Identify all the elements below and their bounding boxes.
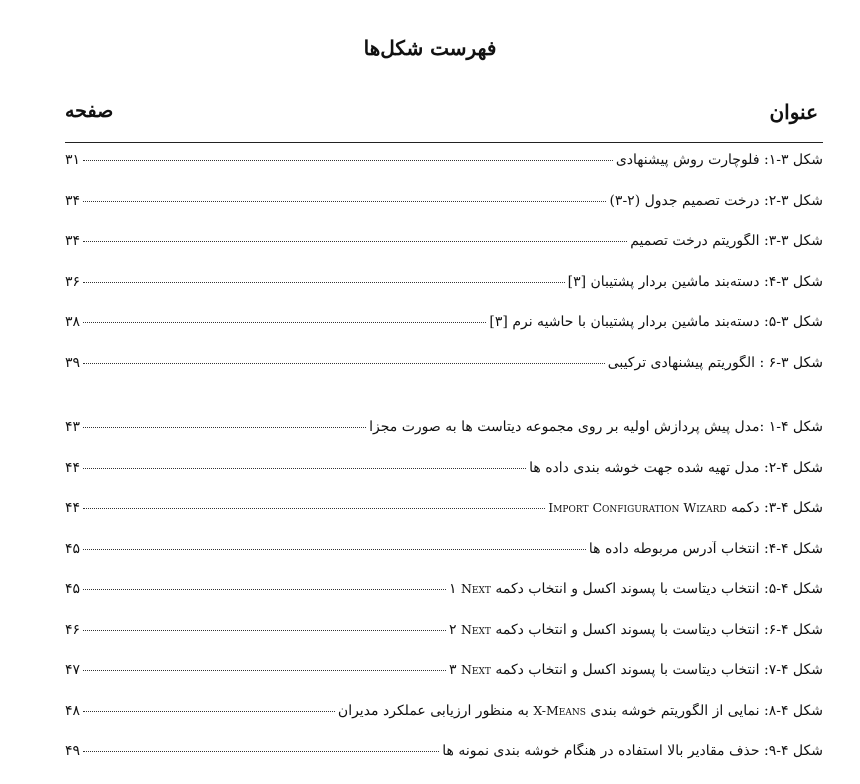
toc-entry[interactable] <box>65 314 823 355</box>
toc-entry-page: ۴۷ <box>65 662 81 678</box>
dot-leader <box>83 711 335 712</box>
dot-leader <box>83 751 439 752</box>
toc-entry-label-fa: شکل ۴-۳: دکمه <box>731 500 823 516</box>
toc-entry[interactable] <box>65 622 823 663</box>
dot-leader <box>83 363 605 364</box>
page-title: فهرست شکل‌ها <box>363 36 497 60</box>
toc-entry[interactable] <box>65 419 823 460</box>
dot-leader <box>83 630 446 631</box>
column-header-title: عنوان <box>769 100 818 124</box>
toc-entry-page: ۴۶ <box>65 621 81 638</box>
toc-entry-page: ۳۹ <box>65 354 81 371</box>
dot-leader <box>83 549 586 550</box>
dot-leader <box>83 468 526 469</box>
toc-entry-label: شکل ۳-۱: فلوچارت روش پیشنهادی <box>615 152 823 168</box>
dot-leader <box>83 322 486 323</box>
toc-entry-label: شکل ۴-۴: انتخاب آدرس مربوطه داده ها <box>588 540 823 557</box>
toc-entry-label-tail: ۱ <box>448 581 457 597</box>
toc-entry-label-tail: به منظور ارزیابی عملکرد مدیران <box>337 702 529 719</box>
toc-entry-label: شکل ۳-۶ : الگوریتم پیشنهادی ترکیبی <box>607 354 823 371</box>
toc-entry[interactable] <box>65 274 823 315</box>
toc-entry-label <box>449 622 823 638</box>
toc-entry-page: ۳۸ <box>65 314 81 330</box>
toc-entry-label-fa: شکل ۴-۶: انتخاب دیتاست با پسوند اکسل و انتخاب دکمه <box>495 621 823 638</box>
toc-list-chapter-3 <box>65 152 823 395</box>
dot-leader <box>83 589 446 590</box>
dot-leader <box>83 282 565 283</box>
dot-leader <box>83 160 613 161</box>
toc-entry-page: ۳۴ <box>65 192 81 209</box>
toc-entry[interactable] <box>65 581 823 622</box>
toc-entry-page: ۴۳ <box>65 419 81 435</box>
toc-entry-label <box>449 581 823 597</box>
toc-entry-page: ۴۴ <box>65 500 81 516</box>
dot-leader <box>83 427 366 428</box>
dot-leader <box>83 670 446 671</box>
toc-entry[interactable] <box>65 193 823 234</box>
toc-entry-label-fa: شکل ۴-۵: انتخاب دیتاست با پسوند اکسل و انتخاب دکمه <box>495 581 823 597</box>
toc-entry[interactable] <box>65 500 823 541</box>
toc-entry-page: ۴۸ <box>65 702 81 719</box>
toc-entry-label-en: Next <box>460 581 491 596</box>
toc-entry-label-fa: شکل ۴-۷: انتخاب دیتاست با پسوند اکسل و انتخاب دکمه <box>495 662 823 678</box>
toc-entry-label-en: Import Configuration Wizard <box>548 500 727 515</box>
header-divider <box>65 142 823 143</box>
toc-entry-label: شکل ۴-۹: حذف مقادیر بالا استفاده در هنگام خوشه بندی نمونه ها <box>442 743 823 759</box>
toc-entry[interactable] <box>65 152 823 193</box>
toc-entry-label <box>338 703 823 719</box>
toc-entry-page: ۳۱ <box>65 152 81 168</box>
toc-entry[interactable] <box>65 703 823 744</box>
toc-entry-label: شکل ۴-۲: مدل تهیه شده جهت خوشه بندی داده ها <box>529 459 823 476</box>
toc-entry-page: ۴۹ <box>65 743 81 759</box>
toc-entry-page: ۴۵ <box>65 540 81 557</box>
toc-entry-page: ۳۴ <box>65 233 81 249</box>
toc-entry[interactable] <box>65 460 823 501</box>
toc-entry[interactable] <box>65 743 823 784</box>
toc-entry-label-en: Next <box>460 662 491 677</box>
toc-entry-label-tail: ۲ <box>448 621 457 638</box>
dot-leader <box>83 201 606 202</box>
toc-entry-label-en: X-Means <box>533 702 586 718</box>
toc-entry[interactable] <box>65 355 823 396</box>
toc-entry-page: ۴۵ <box>65 581 81 597</box>
toc-entry[interactable] <box>65 233 823 274</box>
toc-entry[interactable] <box>65 541 823 582</box>
toc-entry-label-fa: شکل ۴-۸: نمایی از الگوریتم خوشه بندی <box>590 702 823 719</box>
toc-entry-label-tail: ۳ <box>448 662 457 678</box>
toc-list-chapter-4 <box>65 419 823 784</box>
toc-entry[interactable] <box>65 662 823 703</box>
column-header-page: صفحه <box>65 100 114 122</box>
toc-entry-page: ۳۶ <box>65 273 81 290</box>
toc-entry-label: شکل ۳-۴: دسته‌بند ماشین بردار پشتیبان [۳] <box>567 273 823 290</box>
dot-leader <box>83 241 627 242</box>
toc-entry-label: شکل ۳-۲: درخت تصمیم جدول (۲-۳) <box>609 192 823 209</box>
toc-entry-label: شکل ۳-۳: الگوریتم درخت تصمیم <box>630 233 823 249</box>
toc-entry-label <box>449 662 823 678</box>
toc-entry-label <box>548 500 823 516</box>
toc-entry-label-en: Next <box>460 621 491 637</box>
dot-leader <box>83 508 545 509</box>
toc-entry-page: ۴۴ <box>65 459 81 476</box>
toc-entry-label: شکل ۴-۱ :مدل پیش پردازش اولیه بر روی مجموعه دیتاست ها به صورت مجزا <box>369 419 823 435</box>
toc-entry-label: شکل ۳-۵: دسته‌بند ماشین بردار پشتیبان با حاشیه نرم [۳] <box>489 314 823 330</box>
